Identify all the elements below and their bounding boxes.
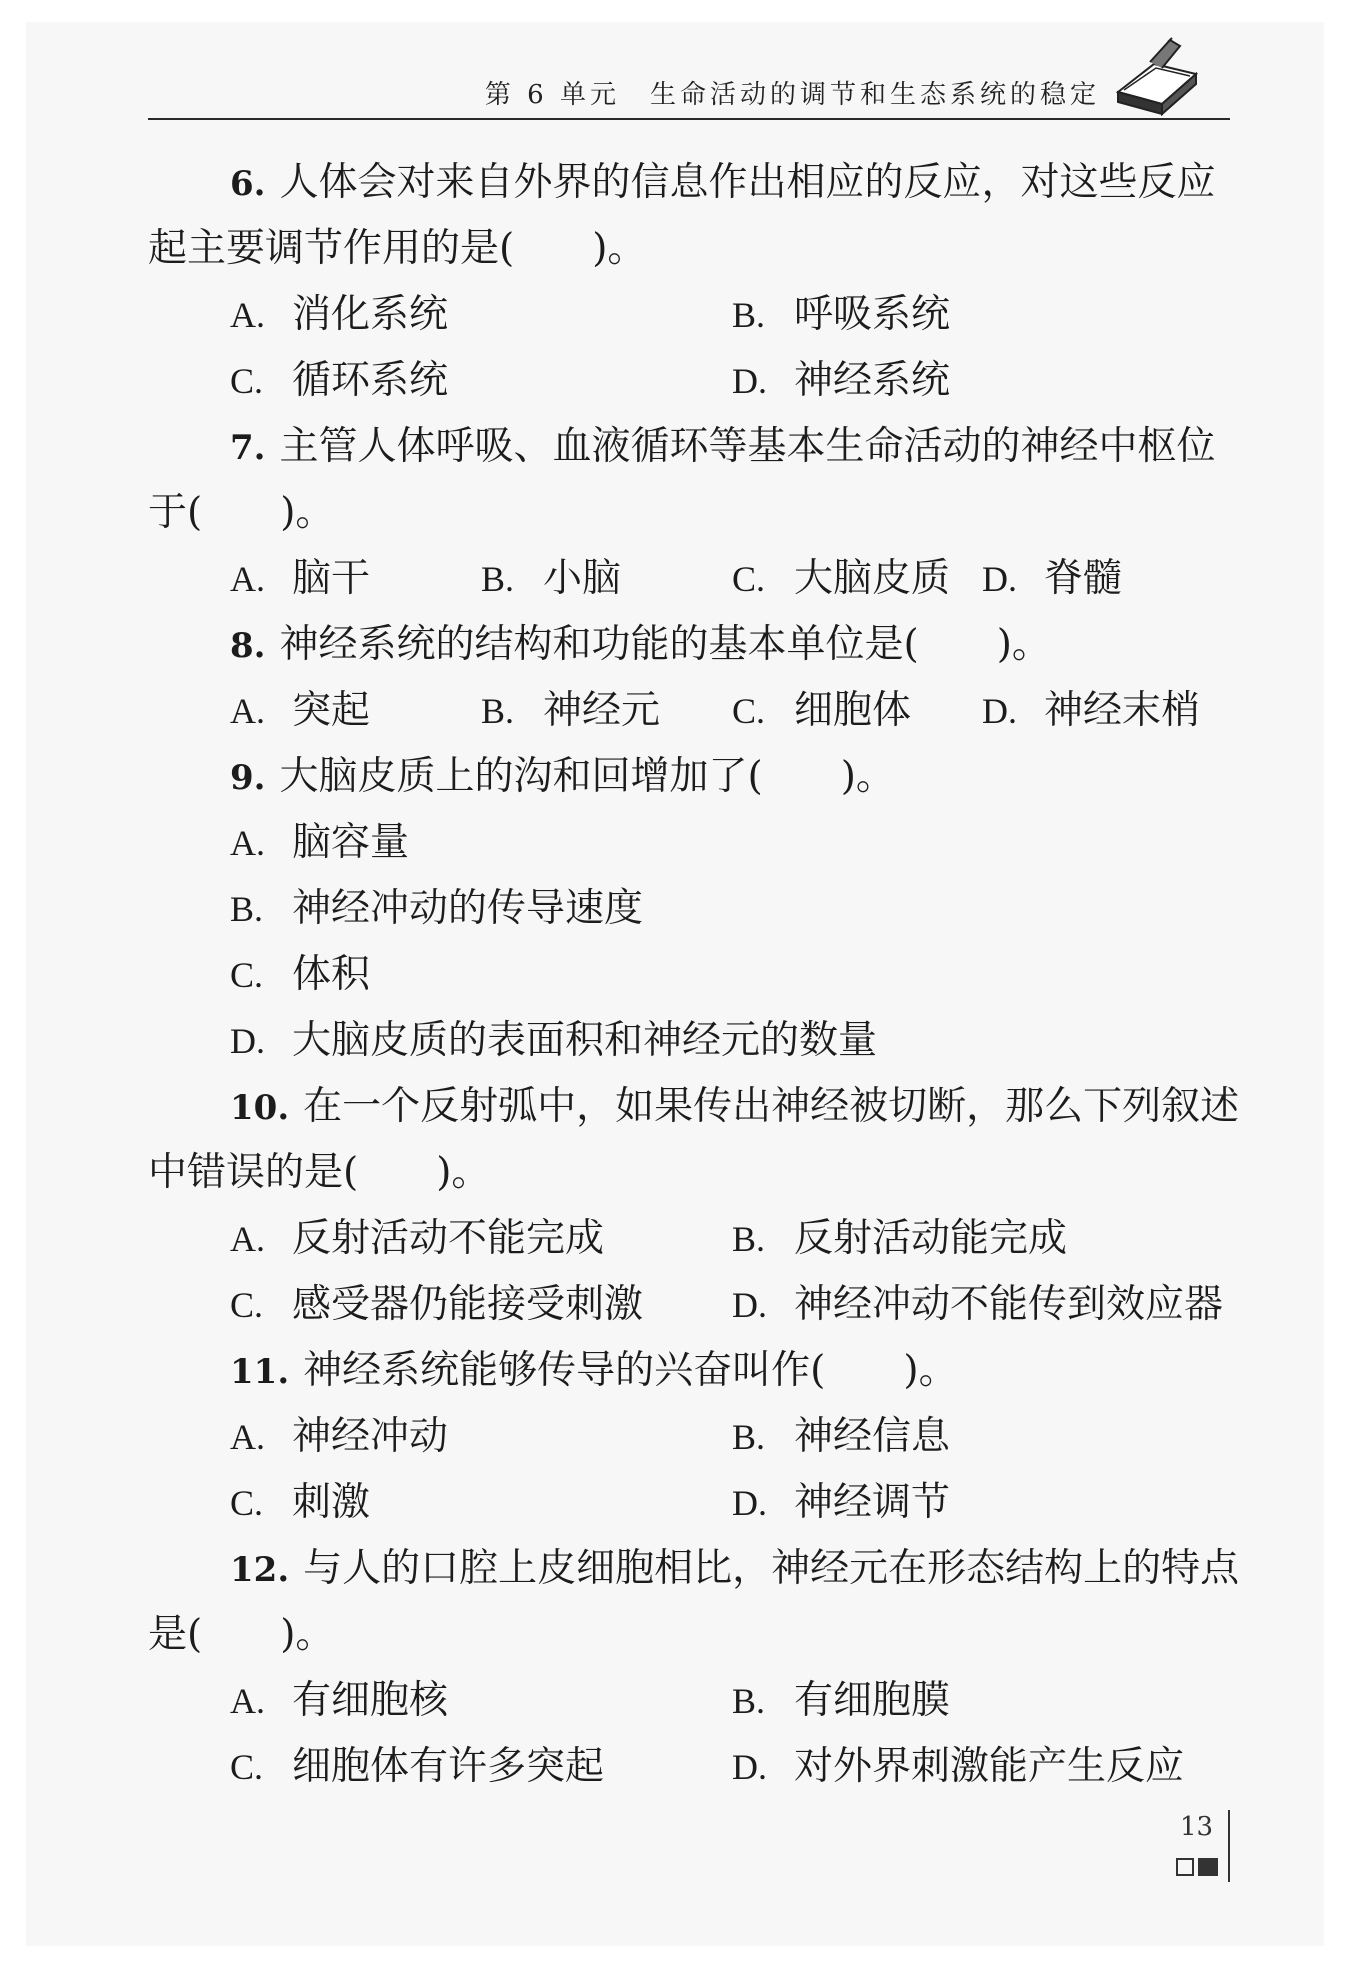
unit-title: 第 6 单元 生命活动的调节和生态系统的稳定 — [484, 80, 1100, 110]
option-a[interactable]: A. 神经冲动 — [230, 1414, 449, 1459]
question-10-options-row2 — [148, 1272, 1230, 1338]
stem-text: 神经系统能够传导的兴奋叫作( )。 — [303, 1348, 958, 1393]
question-10-stem-cont: 中错误的是( )。 — [148, 1150, 491, 1195]
question-number: 11. — [230, 1352, 290, 1392]
option-d[interactable]: D. 脊髓 — [982, 556, 1123, 601]
question-number: 7. — [230, 428, 266, 468]
option-b[interactable]: B. 呼吸系统 — [732, 292, 951, 337]
option-a[interactable]: A. 突起 — [230, 688, 371, 733]
option-d[interactable]: D. 神经系统 — [732, 358, 951, 403]
option-b[interactable]: B. 小脑 — [481, 556, 622, 601]
option-c[interactable]: C. 细胞体 — [732, 688, 912, 733]
page-header — [148, 70, 1230, 120]
option-a[interactable]: A. 有细胞核 — [230, 1678, 449, 1723]
option-b[interactable]: B. 神经冲动的传导速度 — [230, 886, 644, 931]
option-c[interactable]: C. 刺激 — [230, 1480, 371, 1525]
option-d[interactable]: D. 神经末梢 — [982, 688, 1201, 733]
option-b[interactable]: B. 有细胞膜 — [732, 1678, 951, 1723]
question-number: 9. — [230, 758, 266, 798]
question-7-stem — [148, 414, 1230, 480]
option-c[interactable]: C. 体积 — [230, 952, 371, 997]
question-number: 10. — [230, 1088, 290, 1128]
question-6-stem-cont: 起主要调节作用的是( )。 — [148, 226, 647, 271]
option-a[interactable]: A. 反射活动不能完成 — [230, 1216, 605, 1261]
question-7-options-row — [148, 546, 1230, 612]
question-12-stem — [148, 1536, 1240, 1602]
stem-text: 大脑皮质上的沟和回增加了( )。 — [279, 754, 895, 799]
question-number: 6. — [230, 164, 266, 204]
option-a[interactable]: A. 脑容量 — [230, 820, 410, 865]
question-6-options-row2 — [148, 348, 1230, 414]
question-number: 8. — [230, 626, 266, 666]
option-d[interactable]: D. 神经冲动不能传到效应器 — [732, 1282, 1224, 1327]
stem-text: 人体会对来自外界的信息作出相应的反应，对这些反应 — [279, 160, 1216, 205]
question-7-stem-cont: 于( )。 — [148, 490, 335, 535]
option-a[interactable]: A. 消化系统 — [230, 292, 449, 337]
book-icon — [1110, 34, 1200, 118]
question-11-options-row2 — [148, 1470, 1230, 1536]
question-12-stem-cont: 是( )。 — [148, 1612, 335, 1657]
option-d[interactable]: D. 大脑皮质的表面积和神经元的数量 — [230, 1018, 878, 1063]
question-6-stem — [148, 150, 1230, 216]
question-10-options-row1 — [148, 1206, 1230, 1272]
option-d[interactable]: D. 神经调节 — [732, 1480, 951, 1525]
stem-text: 神经系统的结构和功能的基本单位是( )。 — [279, 622, 1051, 667]
question-9-option-b-row — [148, 876, 1230, 942]
square-filled-icon — [1198, 1858, 1218, 1876]
stem-text: 与人的口腔上皮细胞相比，神经元在形态结构上的特点 — [303, 1546, 1240, 1591]
option-d[interactable]: D. 对外界刺激能产生反应 — [732, 1744, 1185, 1789]
option-b[interactable]: B. 神经信息 — [732, 1414, 951, 1459]
question-12-options-row2 — [148, 1734, 1230, 1800]
option-b[interactable]: B. 反射活动能完成 — [732, 1216, 1068, 1261]
question-number: 12. — [230, 1550, 290, 1590]
question-9-stem — [148, 744, 1230, 810]
question-11-stem — [148, 1338, 1230, 1404]
option-b[interactable]: B. 神经元 — [481, 688, 661, 733]
option-c[interactable]: C. 细胞体有许多突起 — [230, 1744, 605, 1789]
stem-text: 主管人体呼吸、血液循环等基本生命活动的神经中枢位 — [279, 424, 1216, 469]
footer-divider — [1228, 1810, 1230, 1882]
question-12-options-row1 — [148, 1668, 1230, 1734]
question-9-option-c-row — [148, 942, 1230, 1008]
question-list — [148, 150, 1240, 1800]
question-6-options-row1 — [148, 282, 1230, 348]
question-9-option-a-row — [148, 810, 1230, 876]
option-a[interactable]: A. 脑干 — [230, 556, 371, 601]
question-9-option-d-row — [148, 1008, 1230, 1074]
question-8-options-row — [148, 678, 1230, 744]
option-c[interactable]: C. 大脑皮质 — [732, 556, 951, 601]
question-8-stem — [148, 612, 1230, 678]
question-11-options-row1 — [148, 1404, 1230, 1470]
page-number: 13 — [1180, 1812, 1214, 1842]
option-c[interactable]: C. 循环系统 — [230, 358, 449, 403]
square-outline-icon — [1176, 1858, 1194, 1876]
question-10-stem — [148, 1074, 1240, 1140]
stem-text: 在一个反射弧中，如果传出神经被切断，那么下列叙述 — [303, 1084, 1240, 1129]
option-c[interactable]: C. 感受器仍能接受刺激 — [230, 1282, 644, 1327]
